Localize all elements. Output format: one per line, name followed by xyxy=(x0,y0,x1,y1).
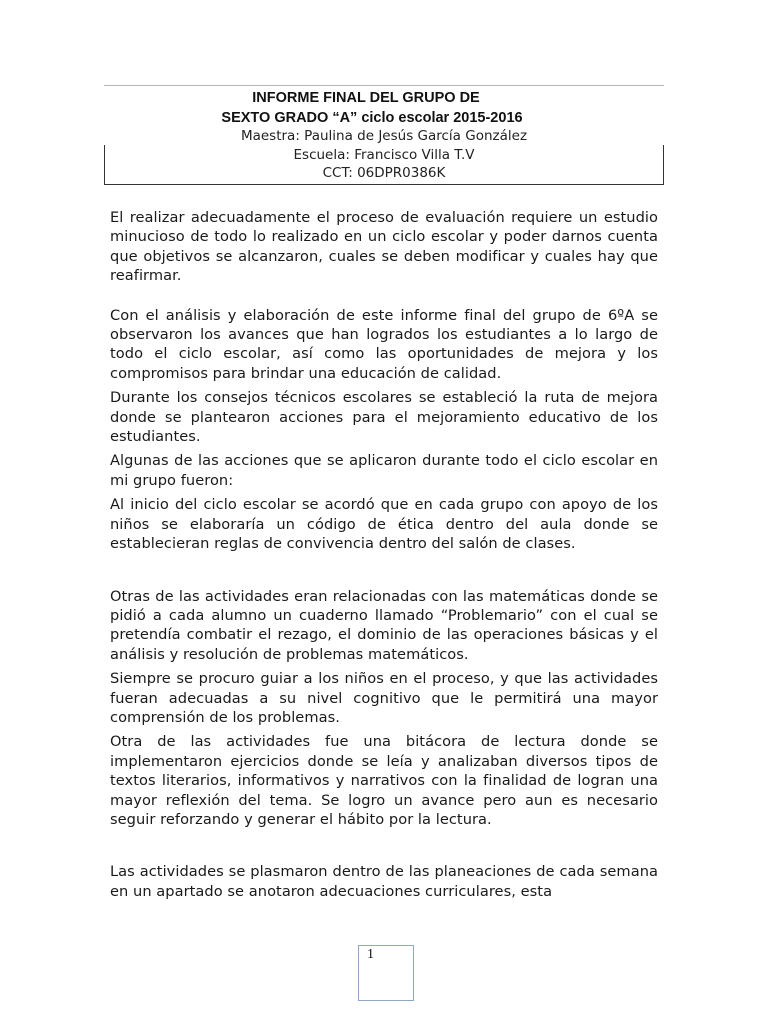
paragraph-reading-log: Otra de las actividades fue una bitácora de lectura donde se implementaron ejercicios donde se leía y analizaban diversos tipos de textos literarios, informativos y narrativos con la finalidad de logran una mayor reflexión del tema. Se logro un avance pero aun es necesario seguir reforzando y generar el hábito por la lectura. xyxy=(110,733,658,828)
header-border-bottom xyxy=(104,184,664,185)
report-body xyxy=(110,208,658,901)
report-header xyxy=(104,85,664,185)
report-title-line-2: SEXTO GRADO “A” ciclo escolar 2015-2016 xyxy=(221,110,523,126)
paragraph-guidance: Siempre se procuro guiar a los niños en el proceso, y que las actividades fueran adecuadas a su nivel cognitivo que le permitirá una mayor comprensión de los problemas. xyxy=(110,670,658,726)
page-number-box xyxy=(358,945,414,1001)
paragraph-evaluation-intro: El realizar adecuadamente el proceso de evaluación requiere un estudio minucioso de todo lo realizado en un ciclo escolar y poder darnos cuenta que objetivos se alcanzaron, cuales se deben modificar y cuales hay que reafirmar. xyxy=(110,209,658,285)
page-number: 1 xyxy=(367,947,374,962)
teacher-name: Maestra: Paulina de Jesús García González xyxy=(240,128,528,144)
paragraph-math-activities: Otras de las actividades eran relacionadas con las matemáticas donde se pidió a cada alumno un cuaderno llamado “Problemario” con el cual se pretendía combatir el rezago, el dominio de las operaciones básicas y el análisis y resolución de problemas matemáticos. xyxy=(110,587,658,663)
school-name: Escuela: Francisco Villa T.V xyxy=(293,147,475,163)
paragraph-ethics-code: Al inicio del ciclo escolar se acordó que en cada grupo con apoyo de los niños se elaboraría un código de ética dentro del aula donde se establecieran reglas de convivencia dentro del salón de clases. xyxy=(110,496,658,553)
paragraph-actions-intro: Algunas de las acciones que se aplicaron durante todo el ciclo escolar en mi grupo fueron: xyxy=(110,452,658,489)
paragraph-planning: Las actividades se plasmaron dentro de las planeaciones de cada semana en un apartado se anotaron adecuaciones curriculares, esta xyxy=(110,863,658,900)
paragraph-analysis: Con el análisis y elaboración de este informe final del grupo de 6ºA se observaron los avances que han logrados los estudiantes a lo largo de todo el ciclo escolar, así como las oportunidades de mejora y los compromisos para brindar una educación de calidad. xyxy=(110,306,658,382)
paragraph-technical-councils: Durante los consejos técnicos escolares se estableció la ruta de mejora donde se plantearon acciones para el mejoramiento educativo de los estudiantes. xyxy=(110,389,658,446)
report-title-line-1: INFORME FINAL DEL GRUPO DE xyxy=(252,90,480,106)
school-cct: CCT: 06DPR0386K xyxy=(322,165,446,181)
